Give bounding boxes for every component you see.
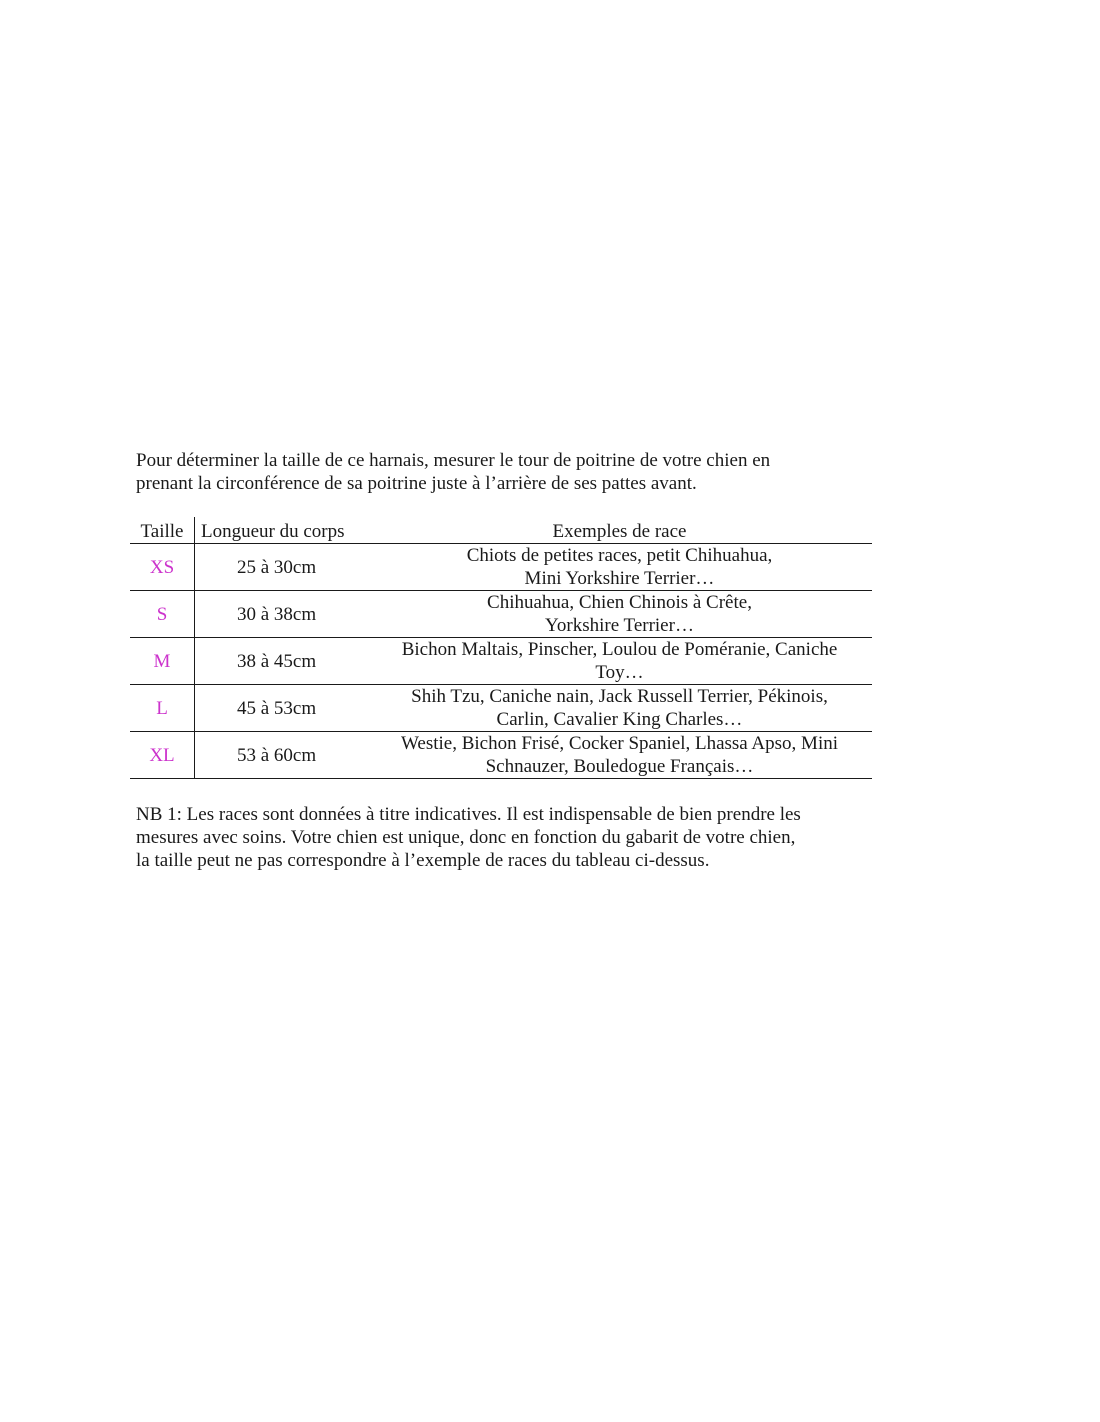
breed-line: Mini Yorkshire Terrier…	[524, 568, 715, 589]
breed-line: Chihuahua, Chien Chinois à Crête,	[487, 592, 752, 613]
table-row	[130, 544, 872, 591]
header-size: Taille	[130, 517, 195, 544]
size-label: S	[130, 591, 195, 638]
table-row	[130, 685, 872, 732]
table-header-row	[130, 517, 872, 544]
breed-line: Shih Tzu, Caniche nain, Jack Russell Terrier, Pékinois,	[411, 686, 828, 707]
length-value: 25 à 30cm	[195, 544, 368, 591]
size-label: XL	[130, 732, 195, 779]
breed-line: Schnauzer, Bouledogue Français…	[485, 756, 754, 777]
note-line: mesures avec soins. Votre chien est unique, donc en fonction du gabarit de votre chien,	[136, 827, 796, 848]
breed-line: Yorkshire Terrier…	[545, 615, 694, 636]
size-label: XS	[130, 544, 195, 591]
size-label: L	[130, 685, 195, 732]
breed-line: Toy…	[595, 662, 644, 683]
intro-line: Pour déterminer la taille de ce harnais, mesurer le tour de poitrine de votre chien en	[136, 450, 771, 471]
header-length: Longueur du corps	[195, 517, 368, 544]
breed-examples	[367, 544, 872, 591]
note-paragraph	[136, 803, 876, 872]
breed-examples	[367, 732, 872, 779]
length-value: 38 à 45cm	[195, 638, 368, 685]
intro-line: prenant la circonférence de sa poitrine juste à l’arrière de ses pattes avant.	[136, 473, 697, 494]
table-row	[130, 638, 872, 685]
size-label: M	[130, 638, 195, 685]
breed-examples	[367, 638, 872, 685]
table-row	[130, 732, 872, 779]
length-value: 53 à 60cm	[195, 732, 368, 779]
length-value: 45 à 53cm	[195, 685, 368, 732]
length-value: 30 à 38cm	[195, 591, 368, 638]
breed-examples	[367, 591, 872, 638]
size-table	[130, 517, 872, 779]
breed-line: Chiots de petites races, petit Chihuahua,	[466, 545, 773, 566]
breed-line: Carlin, Cavalier King Charles…	[496, 709, 743, 730]
breed-examples	[367, 685, 872, 732]
table-row	[130, 591, 872, 638]
note-line: NB 1: Les races sont données à titre indicatives. Il est indispensable de bien prendre les	[136, 804, 801, 825]
breed-line: Westie, Bichon Frisé, Cocker Spaniel, Lhassa Apso, Mini	[401, 733, 838, 754]
note-line: la taille peut ne pas correspondre à l’exemple de races du tableau ci-dessus.	[136, 850, 710, 871]
breed-line: Bichon Maltais, Pinscher, Loulou de Poméranie, Caniche	[401, 639, 838, 660]
intro-paragraph	[136, 449, 876, 495]
header-breeds: Exemples de race	[367, 517, 872, 544]
